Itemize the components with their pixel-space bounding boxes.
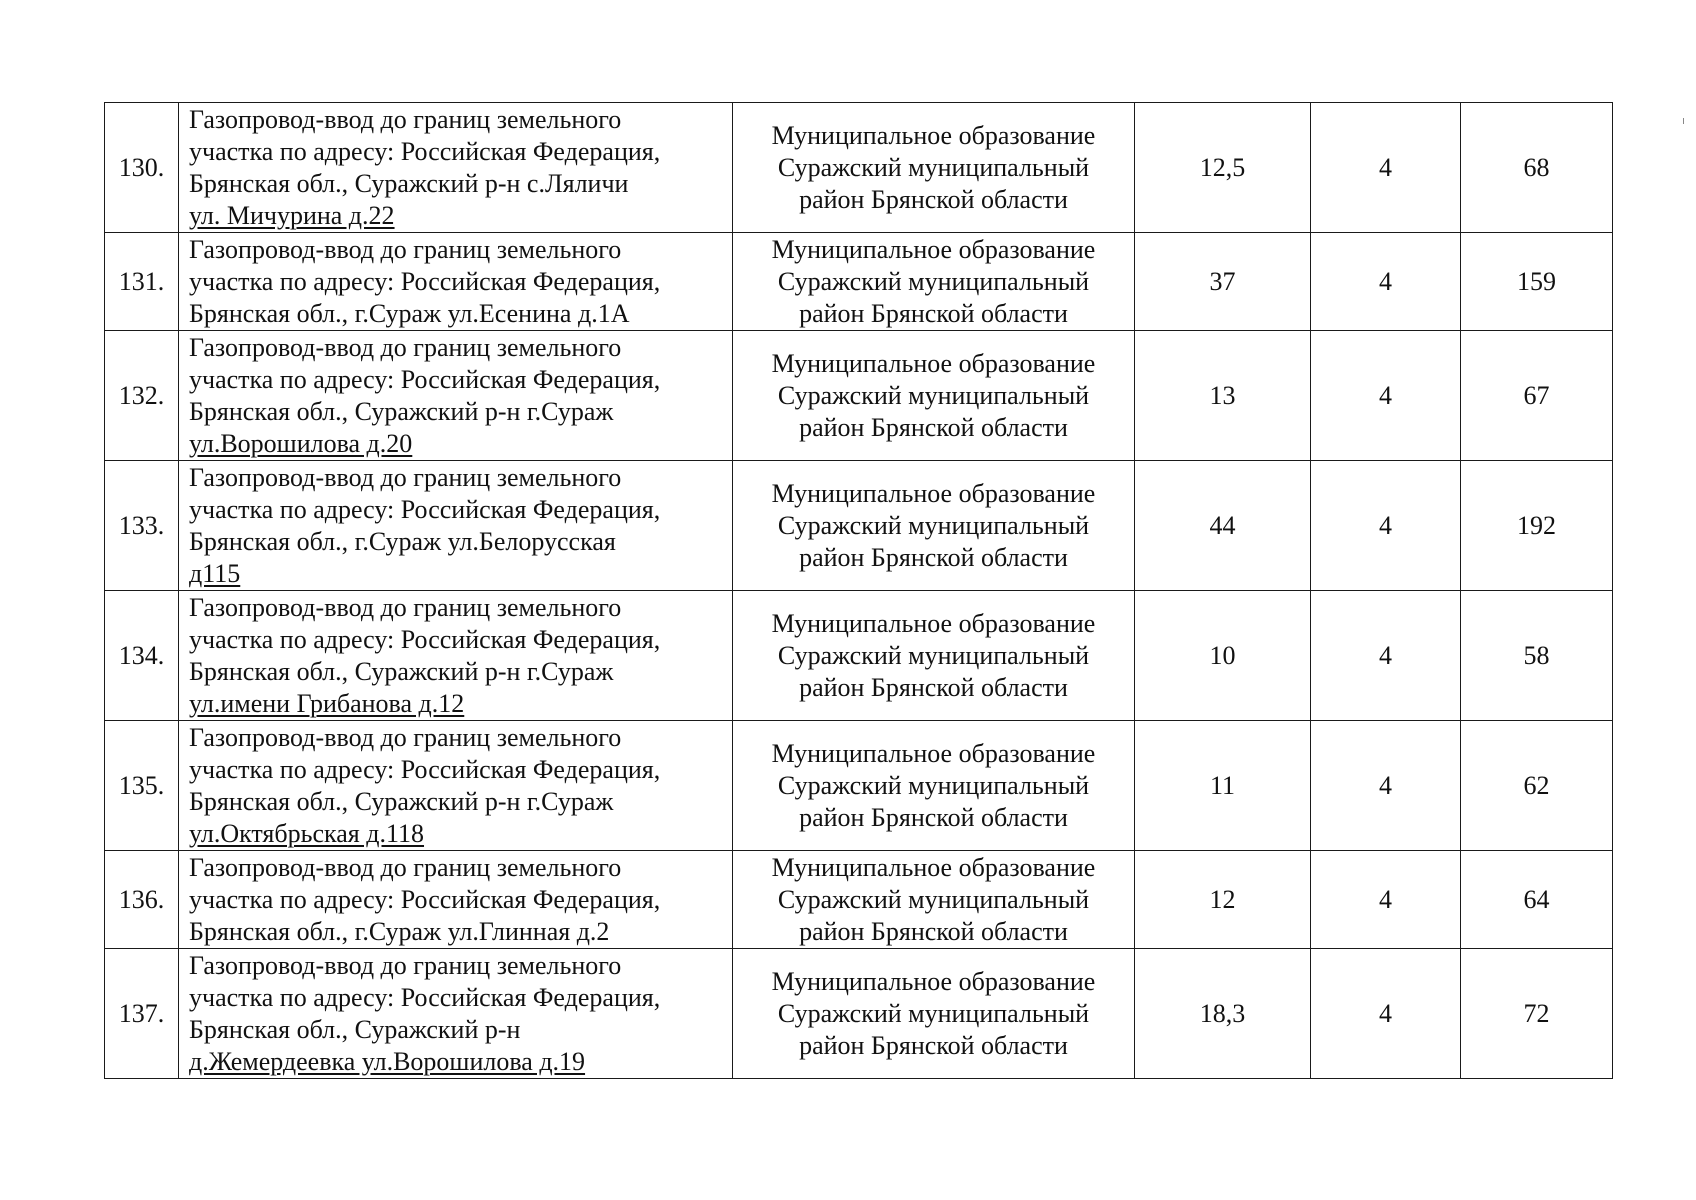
row-number: 133. (105, 461, 179, 591)
category-value: 4 (1311, 591, 1461, 721)
object-description (179, 851, 733, 949)
category-value: 4 (1311, 233, 1461, 331)
owner-line: район Брянской области (799, 542, 1068, 572)
owner-line: Муниципальное образование (771, 478, 1096, 508)
owner-line: Суражский муниципальный (777, 266, 1090, 296)
owner-entity (733, 103, 1135, 233)
description-line: участка по адресу: Российская Федерация, (189, 982, 661, 1012)
category-value: 4 (1311, 461, 1461, 591)
owner-entity (733, 851, 1135, 949)
row-number: 134. (105, 591, 179, 721)
table-row (105, 591, 1613, 721)
description-line: Газопровод-ввод до границ земельного (189, 592, 622, 622)
category-value: 4 (1311, 331, 1461, 461)
description-line: д115 (189, 558, 241, 588)
description-line: Газопровод-ввод до границ земельного (189, 722, 622, 752)
owner-line: Суражский муниципальный (777, 998, 1090, 1028)
owner-line: Муниципальное образование (771, 852, 1096, 882)
length-value: 12,5 (1135, 103, 1311, 233)
description-line: Брянская обл., Суражский р-н (189, 1014, 521, 1044)
row-number: 136. (105, 851, 179, 949)
object-description (179, 721, 733, 851)
gas-pipeline-registry-table (104, 102, 1613, 1079)
description-line: участка по адресу: Российская Федерация, (189, 494, 661, 524)
owner-line: Муниципальное образование (771, 120, 1096, 150)
owner-line: район Брянской области (799, 412, 1068, 442)
description-line: Брянская обл., г.Сураж ул.Белорусская (189, 526, 616, 556)
registry-table-body (105, 103, 1613, 1079)
category-value: 4 (1311, 103, 1461, 233)
table-row (105, 949, 1613, 1079)
description-line: Газопровод-ввод до границ земельного (189, 950, 622, 980)
description-line: ул.Ворошилова д.20 (189, 428, 413, 458)
owner-line: район Брянской области (799, 298, 1068, 328)
table-row (105, 721, 1613, 851)
owner-line: Суражский муниципальный (777, 884, 1090, 914)
object-description (179, 331, 733, 461)
description-line: Газопровод-ввод до границ земельного (189, 462, 622, 492)
description-line: Газопровод-ввод до границ земельного (189, 234, 622, 264)
object-description (179, 461, 733, 591)
area-value: 192 (1461, 461, 1613, 591)
length-value: 12 (1135, 851, 1311, 949)
length-value: 11 (1135, 721, 1311, 851)
owner-line: Суражский муниципальный (777, 770, 1090, 800)
table-row (105, 331, 1613, 461)
area-value: 62 (1461, 721, 1613, 851)
description-line: Брянская обл., Суражский р-н с.Ляличи (189, 168, 629, 198)
length-value: 37 (1135, 233, 1311, 331)
description-line: Брянская обл., Суражский р-н г.Сураж (189, 656, 614, 686)
length-value: 18,3 (1135, 949, 1311, 1079)
object-description (179, 591, 733, 721)
description-line: Брянская обл., г.Сураж ул.Глинная д.2 (189, 916, 610, 946)
area-value: 72 (1461, 949, 1613, 1079)
description-line: ул.имени Грибанова д.12 (189, 688, 465, 718)
description-line: Газопровод-ввод до границ земельного (189, 104, 622, 134)
description-line: участка по адресу: Российская Федерация, (189, 136, 661, 166)
owner-entity (733, 331, 1135, 461)
owner-line: Муниципальное образование (771, 608, 1096, 638)
owner-entity (733, 233, 1135, 331)
owner-entity (733, 949, 1135, 1079)
category-value: 4 (1311, 721, 1461, 851)
table-row (105, 461, 1613, 591)
owner-line: Муниципальное образование (771, 738, 1096, 768)
description-line: ул. Мичурина д.22 (189, 200, 395, 230)
area-value: 58 (1461, 591, 1613, 721)
owner-entity (733, 591, 1135, 721)
description-line: Газопровод-ввод до границ земельного (189, 332, 622, 362)
description-line: Брянская обл., Суражский р-н г.Сураж (189, 786, 614, 816)
owner-line: район Брянской области (799, 802, 1068, 832)
description-line: д.Жемердеевка ул.Ворошилова д.19 (189, 1046, 586, 1076)
row-number: 131. (105, 233, 179, 331)
area-value: 67 (1461, 331, 1613, 461)
owner-line: Суражский муниципальный (777, 640, 1090, 670)
owner-line: Муниципальное образование (771, 966, 1096, 996)
description-line: участка по адресу: Российская Федерация, (189, 884, 661, 914)
scan-artifact (1683, 118, 1684, 124)
table-row (105, 851, 1613, 949)
owner-line: Суражский муниципальный (777, 510, 1090, 540)
row-number: 132. (105, 331, 179, 461)
category-value: 4 (1311, 851, 1461, 949)
area-value: 64 (1461, 851, 1613, 949)
length-value: 10 (1135, 591, 1311, 721)
description-line: Брянская обл., Суражский р-н г.Сураж (189, 396, 614, 426)
object-description (179, 233, 733, 331)
description-line: Брянская обл., г.Сураж ул.Есенина д.1А (189, 298, 630, 328)
area-value: 159 (1461, 233, 1613, 331)
owner-entity (733, 721, 1135, 851)
owner-line: Суражский муниципальный (777, 380, 1090, 410)
row-number: 135. (105, 721, 179, 851)
description-line: Газопровод-ввод до границ земельного (189, 852, 622, 882)
length-value: 44 (1135, 461, 1311, 591)
owner-line: район Брянской области (799, 916, 1068, 946)
description-line: участка по адресу: Российская Федерация, (189, 624, 661, 654)
table-row (105, 233, 1613, 331)
description-line: участка по адресу: Российская Федерация, (189, 364, 661, 394)
area-value: 68 (1461, 103, 1613, 233)
owner-line: Муниципальное образование (771, 348, 1096, 378)
owner-line: Суражский муниципальный (777, 152, 1090, 182)
owner-entity (733, 461, 1135, 591)
owner-line: Муниципальное образование (771, 234, 1096, 264)
table-row (105, 103, 1613, 233)
owner-line: район Брянской области (799, 672, 1068, 702)
object-description (179, 103, 733, 233)
category-value: 4 (1311, 949, 1461, 1079)
owner-line: район Брянской области (799, 184, 1068, 214)
owner-line: район Брянской области (799, 1030, 1068, 1060)
description-line: ул.Октябрьская д.118 (189, 818, 425, 848)
row-number: 130. (105, 103, 179, 233)
length-value: 13 (1135, 331, 1311, 461)
object-description (179, 949, 733, 1079)
description-line: участка по адресу: Российская Федерация, (189, 754, 661, 784)
description-line: участка по адресу: Российская Федерация, (189, 266, 661, 296)
row-number: 137. (105, 949, 179, 1079)
